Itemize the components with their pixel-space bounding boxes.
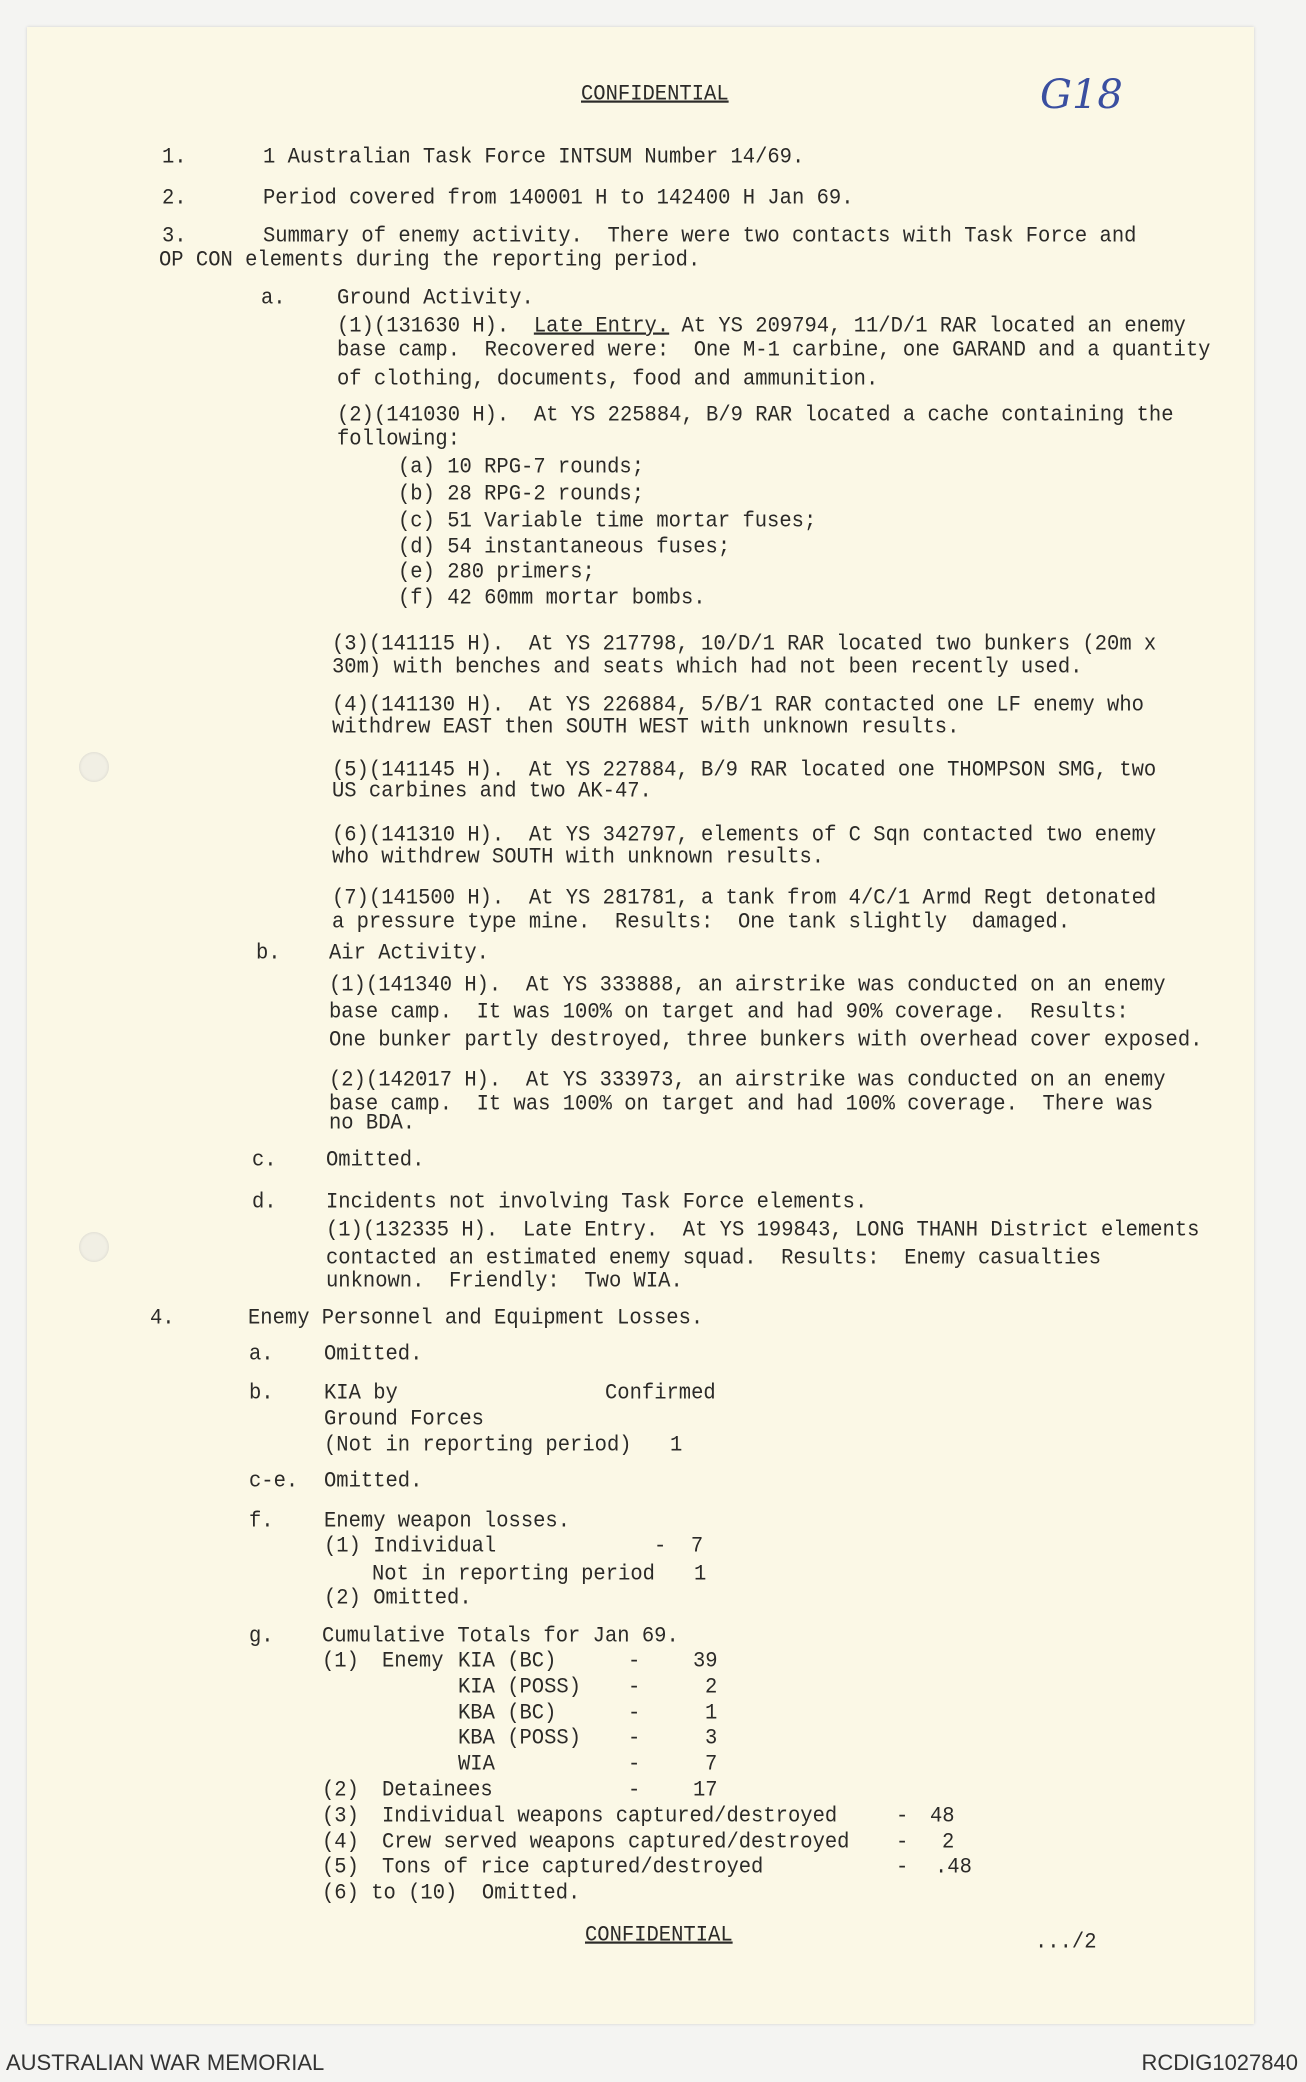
kia-label: (Not in reporting period) [324,1432,632,1459]
sub-letter: c-e. [249,1468,299,1495]
totals-omitted: (6) to (10) Omitted. [322,1880,581,1907]
classification-header: CONFIDENTIAL [581,81,729,108]
totals-dash: - [896,1854,909,1881]
totals-value: 17 [693,1777,718,1804]
totals-value: .48 [935,1854,972,1881]
sub-letter: g. [249,1623,274,1650]
ground-entry-4: withdrew EAST then SOUTH WEST with unknown results. [332,714,960,741]
ground-entry-2: (2)(141030 H). At YS 225884, B/9 RAR located a cache containing the [337,402,1174,429]
losses-a-text: Omitted. [324,1341,423,1368]
sub-letter: b. [249,1380,274,1407]
incident-entry: (1)(132335 H). Late Entry. At YS 199843, LONG THANH District elements [326,1217,1200,1244]
weapon-losses-label: (2) Omitted. [324,1585,472,1612]
cache-item: (c) 51 Variable time mortar fuses; [398,508,817,535]
ground-entry-3: (3)(141115 H). At YS 217798, 10/D/1 RAR located two bunkers (20m x [332,631,1157,658]
totals-value: 1 [705,1700,718,1727]
para-3-text: OP CON elements during the reporting period. [159,247,701,274]
sub-letter: d. [252,1189,277,1216]
ground-entry-4: (4)(141130 H). At YS 226884, 5/B/1 RAR contacted one LF enemy who [332,692,1144,719]
totals-num: (3) [322,1803,359,1830]
totals-value: 2 [942,1829,955,1856]
totals-value: 48 [930,1803,955,1830]
ground-entry-7: (7)(141500 H). At YS 281781, a tank from 4/C/1 Armd Regt detonated [332,885,1157,912]
totals-label: Crew served weapons captured/destroyed [382,1829,850,1856]
archive-name: AUSTRALIAN WAR MEMORIAL [6,2050,325,2075]
ground-entry-3: 30m) with benches and seats which had not been recently used. [332,654,1083,681]
incident-entry: unknown. Friendly: Two WIA. [326,1268,683,1295]
ground-entry-5: (5)(141145 H). At YS 227884, B/9 RAR located one THOMPSON SMG, two [332,757,1157,784]
totals-dash: - [896,1803,909,1830]
archive-id: RCDIG1027840 [1141,2050,1298,2075]
para-3-text: Summary of enemy activity. There were two contacts with Task Force and [263,223,1137,250]
losses-ce-text: Omitted. [324,1468,423,1495]
air-entry-1: base camp. It was 100% on target and had 90% coverage. Results: [329,999,1129,1026]
cache-item: (a) 10 RPG-7 rounds; [398,454,645,481]
punch-hole [79,1232,109,1262]
weapon-losses-value: - 7 [654,1533,704,1560]
ground-entry-1: of clothing, documents, food and ammunition. [337,366,879,393]
totals-value: 7 [705,1751,718,1778]
cache-item: (b) 28 RPG-2 rounds; [398,481,645,508]
totals-dash: - [628,1725,641,1752]
ground-entry-2: following: [337,426,461,453]
para-number: 4. [150,1305,175,1332]
totals-label: KBA (POSS) [458,1725,582,1752]
page-continuation: .../2 [1035,1929,1097,1956]
para-2-text: Period covered from 140001 H to 142400 H Jan 69. [263,185,854,212]
totals-label: KIA (POSS) [458,1674,582,1701]
totals-label: KBA (BC) [458,1700,557,1727]
para-1-text: 1 Australian Task Force INTSUM Number 14/69. [263,144,805,171]
classification-footer: CONFIDENTIAL [585,1922,733,1949]
losses-title: Enemy Personnel and Equipment Losses. [248,1305,704,1332]
ground-entry-1: (1)(131630 H). Late Entry. At YS 209794, 11/D/1 RAR located an enemy [337,313,1186,340]
totals-value: 2 [705,1674,718,1701]
handwritten-reference: G18 [1040,72,1123,118]
cache-item: (f) 42 60mm mortar bombs. [398,585,706,612]
section-c-text: Omitted. [326,1147,425,1174]
air-entry-2: base camp. It was 100% on target and had 100% coverage. There was [329,1091,1154,1118]
cache-item: (e) 280 primers; [398,559,595,586]
totals-value: 39 [693,1648,718,1675]
sub-letter: c. [252,1147,277,1174]
totals-num: (5) [322,1854,359,1881]
confirmed-header: Confirmed [605,1380,716,1407]
kia-label: KIA by [324,1380,398,1407]
totals-dash: - [628,1751,641,1778]
sub-letter: a. [249,1341,274,1368]
totals-label: Tons of rice captured/destroyed [382,1854,764,1881]
air-activity-title: Air Activity. [329,940,489,967]
totals-label: Individual weapons captured/destroyed [382,1803,838,1830]
air-entry-2: no BDA. [329,1110,416,1137]
sub-letter: f. [249,1508,274,1535]
ground-entry-7: a pressure type mine. Results: One tank slightly damaged. [332,909,1071,936]
cumulative-title: Cumulative Totals for Jan 69. [322,1623,679,1650]
air-entry-1: (1)(141340 H). At YS 333888, an airstrike was conducted on an enemy [329,972,1166,999]
weapon-losses-title: Enemy weapon losses. [324,1508,571,1535]
incident-entry: contacted an estimated enemy squad. Results: Enemy casualties [326,1245,1102,1272]
totals-value: 3 [705,1725,718,1752]
para-number: 3. [162,223,187,250]
ground-activity-title: Ground Activity. [337,285,534,312]
para-number: 1. [162,144,187,171]
punch-hole [79,752,109,782]
kia-label: Ground Forces [324,1406,484,1433]
totals-label: WIA [458,1751,495,1778]
ground-entry-6: who withdrew SOUTH with unknown results. [332,844,825,871]
totals-dash: - [628,1777,641,1804]
weapon-losses-label: Not in reporting period [372,1561,655,1588]
sub-letter: a. [261,285,286,312]
totals-label: Enemy [382,1648,444,1675]
ground-entry-1: base camp. Recovered were: One M-1 carbine, one GARAND and a quantity [337,337,1211,364]
incidents-title: Incidents not involving Task Force elements. [326,1189,868,1216]
air-entry-2: (2)(142017 H). At YS 333973, an airstrike was conducted on an enemy [329,1067,1166,1094]
kia-value: 1 [670,1432,683,1459]
para-number: 2. [162,185,187,212]
totals-dash: - [628,1674,641,1701]
ground-entry-5: US carbines and two AK-47. [332,778,652,805]
totals-label: Detainees [382,1777,493,1804]
totals-num: (4) [322,1829,359,1856]
weapon-losses-label: (1) Individual [324,1533,497,1560]
totals-dash: - [628,1700,641,1727]
totals-dash: - [896,1829,909,1856]
sub-letter: b. [256,940,281,967]
totals-dash: - [628,1648,641,1675]
air-entry-1: One bunker partly destroyed, three bunkers with overhead cover exposed. [329,1027,1203,1054]
weapon-losses-value: 1 [694,1561,707,1588]
totals-num: (1) [322,1648,359,1675]
totals-num: (2) [322,1777,359,1804]
cache-item: (d) 54 instantaneous fuses; [398,534,731,561]
ground-entry-6: (6)(141310 H). At YS 342797, elements of C Sqn contacted two enemy [332,822,1157,849]
totals-label: KIA (BC) [458,1648,557,1675]
